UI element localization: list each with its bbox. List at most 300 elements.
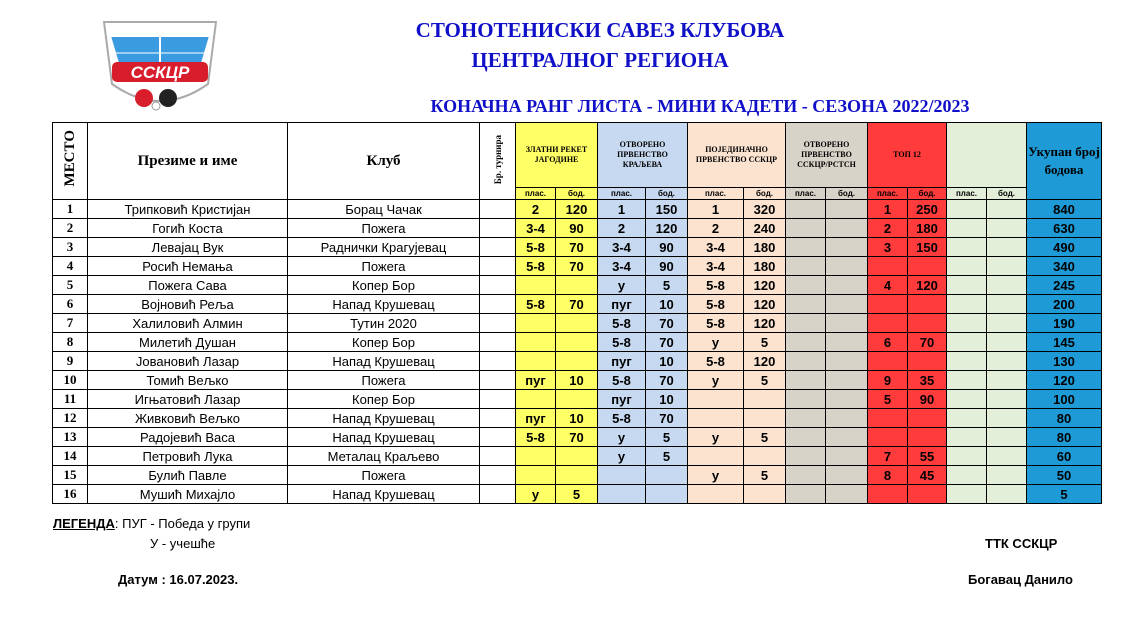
place-cell: 8: [868, 466, 908, 485]
place-cell: 5-8: [516, 295, 556, 314]
points-cell: [987, 257, 1027, 276]
points-cell: 90: [556, 219, 598, 238]
tournaments-cell: [480, 371, 516, 390]
place-cell: 5-8: [516, 238, 556, 257]
header-name: Презиме и име: [88, 123, 288, 200]
points-cell: [826, 447, 868, 466]
place-cell: 3-4: [688, 257, 744, 276]
header-t1: ЗЛАТНИ РЕКЕТ ЈАГОДИНЕ: [516, 123, 598, 188]
place-cell: [868, 485, 908, 504]
points-cell: [826, 219, 868, 238]
header-t4: ОТВОРЕНО ПРВЕНСТВО ССКЦР/РСТСН: [786, 123, 868, 188]
table-row: [53, 428, 1102, 447]
club-cell: Пожега: [288, 257, 480, 276]
player-name-cell: Војновић Реља: [88, 295, 288, 314]
points-cell: 10: [646, 295, 688, 314]
points-cell: 55: [908, 447, 947, 466]
points-cell: 5: [646, 428, 688, 447]
points-cell: [826, 257, 868, 276]
points-cell: [646, 485, 688, 504]
points-cell: 5: [744, 333, 786, 352]
club-cell: Пожега: [288, 466, 480, 485]
place-cell: 1: [868, 200, 908, 219]
place-cell: 7: [868, 447, 908, 466]
place-cell: [516, 276, 556, 295]
ranking-subtitle: КОНАЧНА РАНГ ЛИСТА - МИНИ КАДЕТИ - СЕЗОНА 2022/2023: [430, 96, 970, 116]
subheader-place: плас.: [516, 188, 556, 200]
rank-cell: 5: [53, 276, 88, 295]
points-cell: 5: [744, 428, 786, 447]
place-cell: [786, 352, 826, 371]
subheader-points: бод.: [744, 188, 786, 200]
points-cell: [987, 219, 1027, 238]
points-cell: [826, 238, 868, 257]
points-cell: [826, 295, 868, 314]
table-row: [53, 238, 1102, 257]
place-cell: 2: [598, 219, 646, 238]
player-name-cell: Игњатовић Лазар: [88, 390, 288, 409]
organization: ТТК ССКЦР: [985, 536, 1058, 551]
rank-cell: 9: [53, 352, 88, 371]
place-cell: [598, 485, 646, 504]
place-cell: [947, 371, 987, 390]
points-cell: [744, 409, 786, 428]
club-cell: Напад Крушевац: [288, 485, 480, 504]
club-cell: Копер Бор: [288, 276, 480, 295]
table-row: [53, 390, 1102, 409]
subheader-place: плас.: [598, 188, 646, 200]
place-cell: 5-8: [688, 295, 744, 314]
place-cell: [947, 276, 987, 295]
rank-cell: 10: [53, 371, 88, 390]
table-row: [53, 485, 1102, 504]
subheader-place: плас.: [688, 188, 744, 200]
points-cell: 70: [556, 257, 598, 276]
points-cell: [987, 428, 1027, 447]
points-cell: [556, 314, 598, 333]
place-cell: [868, 257, 908, 276]
place-cell: у: [688, 466, 744, 485]
points-cell: [556, 390, 598, 409]
place-cell: 5-8: [688, 352, 744, 371]
tournaments-cell: [480, 314, 516, 333]
points-cell: 320: [744, 200, 786, 219]
points-cell: [987, 314, 1027, 333]
place-cell: 2: [516, 200, 556, 219]
place-cell: [786, 295, 826, 314]
points-cell: [908, 485, 947, 504]
place-cell: у: [688, 371, 744, 390]
place-cell: [516, 352, 556, 371]
club-cell: Напад Крушевац: [288, 409, 480, 428]
player-name-cell: Халиловић Алмин: [88, 314, 288, 333]
total-points-cell: 60: [1027, 447, 1102, 466]
points-cell: 70: [556, 295, 598, 314]
points-cell: 45: [908, 466, 947, 485]
player-name-cell: Томић Вељко: [88, 371, 288, 390]
rank-cell: 6: [53, 295, 88, 314]
rank-cell: 7: [53, 314, 88, 333]
header-tournaments: Бр. турнира: [480, 123, 516, 200]
place-cell: [786, 314, 826, 333]
place-cell: 1: [598, 200, 646, 219]
tournaments-cell: [480, 485, 516, 504]
place-cell: 2: [868, 219, 908, 238]
points-cell: [987, 200, 1027, 219]
points-cell: [987, 485, 1027, 504]
points-cell: 5: [744, 371, 786, 390]
points-cell: 180: [908, 219, 947, 238]
place-cell: 3: [868, 238, 908, 257]
points-cell: 5: [646, 447, 688, 466]
place-cell: [868, 409, 908, 428]
place-cell: у: [688, 333, 744, 352]
table-row: [53, 219, 1102, 238]
table-row: [53, 333, 1102, 352]
place-cell: 1: [688, 200, 744, 219]
points-cell: [744, 447, 786, 466]
points-cell: 120: [744, 352, 786, 371]
place-cell: [516, 447, 556, 466]
total-points-cell: 120: [1027, 371, 1102, 390]
place-cell: [947, 485, 987, 504]
total-points-cell: 190: [1027, 314, 1102, 333]
points-cell: 35: [908, 371, 947, 390]
points-cell: 5: [744, 466, 786, 485]
place-cell: [786, 371, 826, 390]
tournaments-cell: [480, 390, 516, 409]
table-row: [53, 257, 1102, 276]
rank-cell: 11: [53, 390, 88, 409]
place-cell: [947, 295, 987, 314]
points-cell: [987, 238, 1027, 257]
player-name-cell: Булић Павле: [88, 466, 288, 485]
table-row: [53, 314, 1102, 333]
points-cell: [987, 371, 1027, 390]
points-cell: [826, 485, 868, 504]
place-cell: [516, 466, 556, 485]
points-cell: [556, 333, 598, 352]
place-cell: пуг: [598, 390, 646, 409]
place-cell: [947, 447, 987, 466]
points-cell: [826, 390, 868, 409]
subheader-points: бод.: [646, 188, 688, 200]
player-name-cell: Мушић Михајло: [88, 485, 288, 504]
table-row: [53, 466, 1102, 485]
place-cell: [947, 257, 987, 276]
place-cell: 5-8: [598, 333, 646, 352]
total-points-cell: 80: [1027, 428, 1102, 447]
place-cell: [947, 219, 987, 238]
total-points-cell: 130: [1027, 352, 1102, 371]
tournaments-cell: [480, 257, 516, 276]
ssktsr-logo: [96, 14, 224, 118]
points-cell: 180: [744, 238, 786, 257]
place-cell: 5-8: [598, 314, 646, 333]
points-cell: 120: [744, 295, 786, 314]
header-rank: МЕСТО: [53, 123, 88, 200]
tournaments-cell: [480, 428, 516, 447]
table-row: [53, 276, 1102, 295]
place-cell: пуг: [516, 371, 556, 390]
legend-label: ЛЕГЕНДА: [53, 516, 115, 531]
points-cell: 70: [908, 333, 947, 352]
place-cell: [688, 485, 744, 504]
club-cell: Пожега: [288, 371, 480, 390]
points-cell: 240: [744, 219, 786, 238]
header-t5: ТОП 12: [868, 123, 947, 188]
rank-cell: 4: [53, 257, 88, 276]
points-cell: 150: [908, 238, 947, 257]
place-cell: [688, 409, 744, 428]
place-cell: 5: [868, 390, 908, 409]
header-t6: [947, 123, 1027, 188]
points-cell: [744, 390, 786, 409]
place-cell: у: [598, 428, 646, 447]
player-name-cell: Живковић Вељко: [88, 409, 288, 428]
tournaments-cell: [480, 200, 516, 219]
place-cell: [786, 428, 826, 447]
points-cell: 120: [744, 276, 786, 295]
table-row: [53, 200, 1102, 219]
place-cell: 3-4: [598, 257, 646, 276]
place-cell: 6: [868, 333, 908, 352]
place-cell: 4: [868, 276, 908, 295]
subheader-place: плас.: [868, 188, 908, 200]
points-cell: 70: [646, 314, 688, 333]
place-cell: 3-4: [516, 219, 556, 238]
place-cell: [947, 428, 987, 447]
player-name-cell: Левајац Вук: [88, 238, 288, 257]
place-cell: 5-8: [598, 371, 646, 390]
place-cell: [786, 485, 826, 504]
club-cell: Копер Бор: [288, 390, 480, 409]
points-cell: [987, 409, 1027, 428]
subheader-place: плас.: [786, 188, 826, 200]
table-row: [53, 371, 1102, 390]
club-cell: Пожега: [288, 219, 480, 238]
player-name-cell: Трипковић Кристијан: [88, 200, 288, 219]
points-cell: 70: [556, 238, 598, 257]
place-cell: [688, 447, 744, 466]
points-cell: 120: [908, 276, 947, 295]
club-cell: Напад Крушевац: [288, 428, 480, 447]
points-cell: [908, 428, 947, 447]
place-cell: 3-4: [688, 238, 744, 257]
points-cell: 120: [744, 314, 786, 333]
date: Датум : 16.07.2023.: [118, 572, 239, 587]
points-cell: [826, 428, 868, 447]
place-cell: [947, 200, 987, 219]
place-cell: [786, 200, 826, 219]
total-points-cell: 840: [1027, 200, 1102, 219]
player-name-cell: Пожега Сава: [88, 276, 288, 295]
place-cell: [688, 390, 744, 409]
total-points-cell: 490: [1027, 238, 1102, 257]
points-cell: [826, 276, 868, 295]
points-cell: [987, 295, 1027, 314]
place-cell: [786, 219, 826, 238]
points-cell: [826, 200, 868, 219]
points-cell: 5: [646, 276, 688, 295]
place-cell: у: [516, 485, 556, 504]
place-cell: [947, 333, 987, 352]
place-cell: [947, 390, 987, 409]
header-t3: ПОЈЕДИНАЧНО ПРВЕНСТВО ССКЦР: [688, 123, 786, 188]
place-cell: у: [688, 428, 744, 447]
tournaments-cell: [480, 333, 516, 352]
header-club: Клуб: [288, 123, 480, 200]
subheader-points: бод.: [987, 188, 1027, 200]
rank-cell: 13: [53, 428, 88, 447]
tournaments-cell: [480, 447, 516, 466]
legend-line-1: : ПУГ - Победа у групи: [114, 516, 251, 531]
player-name-cell: Јовановић Лазар: [88, 352, 288, 371]
player-name-cell: Росић Немања: [88, 257, 288, 276]
points-cell: 150: [646, 200, 688, 219]
place-cell: [516, 333, 556, 352]
subheader-points: бод.: [556, 188, 598, 200]
rank-cell: 2: [53, 219, 88, 238]
total-points-cell: 145: [1027, 333, 1102, 352]
club-cell: Раднички Крагујевац: [288, 238, 480, 257]
place-cell: [947, 314, 987, 333]
club-cell: Металац Краљево: [288, 447, 480, 466]
points-cell: 90: [908, 390, 947, 409]
tournaments-cell: [480, 409, 516, 428]
points-cell: 10: [556, 371, 598, 390]
place-cell: 5-8: [688, 276, 744, 295]
points-cell: [908, 257, 947, 276]
signature-name: Богавац Данило: [968, 572, 1073, 587]
place-cell: [786, 466, 826, 485]
points-cell: 70: [556, 428, 598, 447]
points-cell: [556, 352, 598, 371]
points-cell: 250: [908, 200, 947, 219]
points-cell: 70: [646, 333, 688, 352]
total-points-cell: 50: [1027, 466, 1102, 485]
place-cell: [516, 390, 556, 409]
total-points-cell: 340: [1027, 257, 1102, 276]
points-cell: [826, 466, 868, 485]
player-name-cell: Гогић Коста: [88, 219, 288, 238]
points-cell: [987, 352, 1027, 371]
place-cell: [868, 428, 908, 447]
points-cell: [908, 314, 947, 333]
place-cell: [786, 238, 826, 257]
rank-cell: 8: [53, 333, 88, 352]
svg-text:ССКЦР: ССКЦР: [130, 63, 190, 82]
points-cell: [646, 466, 688, 485]
points-cell: 10: [646, 390, 688, 409]
tournaments-cell: [480, 466, 516, 485]
total-points-cell: 245: [1027, 276, 1102, 295]
club-cell: Напад Крушевац: [288, 295, 480, 314]
place-cell: 9: [868, 371, 908, 390]
rank-cell: 15: [53, 466, 88, 485]
points-cell: [987, 390, 1027, 409]
player-name-cell: Петровић Лука: [88, 447, 288, 466]
points-cell: 90: [646, 238, 688, 257]
rank-cell: 16: [53, 485, 88, 504]
points-cell: [908, 352, 947, 371]
place-cell: [598, 466, 646, 485]
rank-cell: 3: [53, 238, 88, 257]
points-cell: [987, 276, 1027, 295]
player-name-cell: Радојевић Васа: [88, 428, 288, 447]
points-cell: 180: [744, 257, 786, 276]
place-cell: 2: [688, 219, 744, 238]
table-row: [53, 409, 1102, 428]
points-cell: [987, 333, 1027, 352]
points-cell: 10: [556, 409, 598, 428]
place-cell: 3-4: [598, 238, 646, 257]
table-row: [53, 447, 1102, 466]
place-cell: пуг: [598, 295, 646, 314]
subheader-points: бод.: [826, 188, 868, 200]
place-cell: у: [598, 447, 646, 466]
points-cell: [987, 447, 1027, 466]
place-cell: [947, 238, 987, 257]
place-cell: пуг: [598, 352, 646, 371]
points-cell: 70: [646, 409, 688, 428]
points-cell: 10: [646, 352, 688, 371]
place-cell: 5-8: [688, 314, 744, 333]
table-row: [53, 295, 1102, 314]
points-cell: 120: [556, 200, 598, 219]
tournaments-cell: [480, 352, 516, 371]
place-cell: пуг: [516, 409, 556, 428]
points-cell: 120: [646, 219, 688, 238]
place-cell: [947, 466, 987, 485]
header-total: Укупан број бодова: [1027, 123, 1102, 200]
total-points-cell: 5: [1027, 485, 1102, 504]
club-cell: Напад Крушевац: [288, 352, 480, 371]
total-points-cell: 80: [1027, 409, 1102, 428]
place-cell: [868, 295, 908, 314]
subheader-place: плас.: [947, 188, 987, 200]
points-cell: [908, 409, 947, 428]
subheader-points: бод.: [908, 188, 947, 200]
place-cell: [786, 390, 826, 409]
points-cell: [556, 466, 598, 485]
place-cell: [868, 314, 908, 333]
table-row: [53, 352, 1102, 371]
place-cell: [516, 314, 556, 333]
tournaments-cell: [480, 238, 516, 257]
total-points-cell: 200: [1027, 295, 1102, 314]
points-cell: [987, 466, 1027, 485]
player-name-cell: Милетић Душан: [88, 333, 288, 352]
place-cell: [786, 447, 826, 466]
points-cell: [908, 295, 947, 314]
legend-line-2: У - учешће: [150, 536, 216, 551]
tournaments-cell: [480, 276, 516, 295]
points-cell: 90: [646, 257, 688, 276]
rank-cell: 12: [53, 409, 88, 428]
place-cell: [786, 276, 826, 295]
points-cell: [556, 447, 598, 466]
points-cell: [826, 333, 868, 352]
points-cell: [826, 371, 868, 390]
title-line-1: СТОНОТЕНИСКИ САВЕЗ КЛУБОВА: [415, 18, 785, 42]
ranking-table: [52, 122, 1102, 504]
points-cell: [826, 314, 868, 333]
points-cell: 70: [646, 371, 688, 390]
legend: [53, 516, 250, 531]
place-cell: [786, 409, 826, 428]
rank-cell: 14: [53, 447, 88, 466]
